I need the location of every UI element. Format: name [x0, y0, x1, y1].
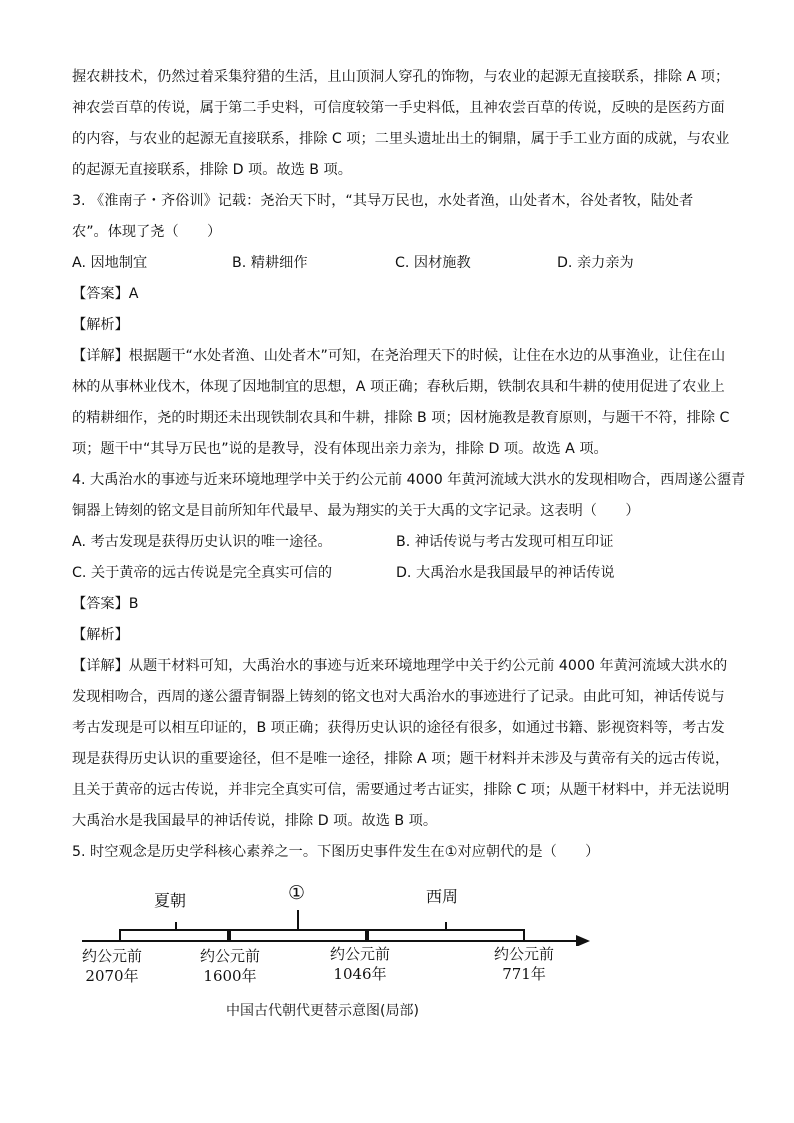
bracket-shang [230, 930, 366, 941]
date-prefix: 约公元前 [330, 945, 391, 963]
date-year: 1046年 [333, 965, 387, 983]
document-body [72, 62, 746, 868]
question-stem: 4. 大禹治水的事迹与近来环境地理学中关于约公元前 4000 年黄河流域大洪水的发现相吻合，西周遂公盨青 [72, 472, 746, 488]
label-xia: 夏朝 [154, 891, 187, 910]
arrow-head-icon [576, 935, 590, 946]
option-a: A. 考古发现是获得历史认识的唯一途径。 [72, 534, 332, 550]
label-xizhou: 西周 [426, 887, 459, 906]
answer-label: 【答案】A [72, 286, 139, 302]
question-stem: 铜器上铸刻的铭文是目前所知年代最早、最为翔实的关于大禹的文字记录。这表明（ ） [72, 503, 640, 519]
dynasty-timeline [72, 876, 602, 996]
options-row [72, 248, 727, 279]
detail-line: 【详解】从题干材料可知，大禹治水的事迹与近来环境地理学中关于约公元前 4000 年黄河流域大洪水的 [72, 658, 728, 674]
text-line: 神农尝百草的传说，属于第二手史料，可信度较第一手史料低，且神农尝百草的传说，反映的是医药方面 [72, 100, 725, 116]
timeline-lines [72, 876, 602, 946]
detail-line: 的精耕细作，尧的时期还未出现铁制农具和牛耕，排除 B 项；因材施教是教育原则，与题干不符，排除 C [72, 410, 730, 426]
analysis-label: 【解析】 [72, 627, 129, 643]
date-1046 [330, 944, 390, 984]
question-stem: 3. 《淮南子・齐俗训》记载：尧治天下时，“其导万民也，水处者渔，山处者木，谷处者牧，陆处者 [72, 193, 694, 209]
option-b: B. 精耕细作 [232, 255, 308, 271]
text-line: 的内容，与农业的起源无直接联系，排除 C 项；二里头遗址出土的铜鼎，属于手工业方面的成就，与农业 [72, 131, 730, 147]
detail-line: 且关于黄帝的远古传说，并非完全真实可信，需要通过考古证实，排除 C 项；从题干材料中，并无法说明 [72, 782, 730, 798]
date-prefix: 约公元前 [82, 947, 143, 965]
figure-caption: 中国古代朝代更替示意图(局部) [226, 1003, 419, 1019]
detail-line: 考古发现是可以相互印证的，B 项正确；获得历史认识的途径有很多，如通过书籍、影视资料等，考古发 [72, 720, 725, 736]
label-circled-one: ① [288, 882, 306, 904]
detail-line: 发现相吻合，西周的遂公盨青铜器上铸刻的铭文也对大禹治水的事迹进行了记录。由此可知，神话传说与 [72, 689, 725, 705]
detail-line: 项；题干中“其导万民也”说的是教导，没有体现出亲力亲为，排除 D 项。故选 A 项。 [72, 441, 608, 457]
detail-line: 现是获得历史认识的重要途径，但不是唯一途径，排除 A 项；题干材料并未涉及与黄帝有关的远古传说， [72, 751, 730, 767]
option-a: A. 因地制宜 [72, 255, 148, 271]
options-row [72, 527, 727, 558]
question-stem: 农”。体现了尧（ ） [72, 224, 222, 240]
date-prefix: 约公元前 [200, 947, 261, 965]
question-stem: 5. 时空观念是历史学科核心素养之一。下图历史事件发生在①对应朝代的是（ ） [72, 844, 600, 860]
para-top [72, 62, 730, 186]
question-5 [72, 837, 727, 868]
bracket-xizhou [368, 930, 524, 941]
date-1600 [200, 946, 260, 986]
date-771 [494, 944, 554, 984]
detail-line: 大禹治水是我国最早的神话传说，排除 D 项。故选 B 项。 [72, 813, 438, 829]
question-3 [72, 186, 730, 465]
text-line: 握农耕技术，仍然过着采集狩猎的生活，且山顶洞人穿孔的饰物，与农业的起源无直接联系，排除 A 项； [72, 69, 730, 85]
option-c: C. 关于黄帝的远古传说是完全真实可信的 [72, 565, 333, 581]
bracket-xia [120, 930, 228, 941]
date-year: 1600年 [203, 967, 257, 985]
date-2070 [82, 946, 142, 986]
detail-line: 林的从事林业伐木，体现了因地制宜的思想，A 项正确；春秋后期，铁制农具和牛耕的使用促进了农业上 [72, 379, 725, 395]
options-row [72, 558, 727, 589]
option-d: D. 亲力亲为 [557, 255, 634, 271]
text-line: 的起源无直接联系，排除 D 项。故选 B 项。 [72, 162, 352, 178]
date-year: 2070年 [85, 967, 139, 985]
question-4 [72, 465, 746, 837]
analysis-label: 【解析】 [72, 317, 129, 333]
option-d: D. 大禹治水是我国最早的神话传说 [396, 565, 615, 581]
date-prefix: 约公元前 [494, 945, 555, 963]
option-b: B. 神话传说与考古发现可相互印证 [396, 534, 614, 550]
detail-line: 【详解】根据题干“水处者渔、山处者木”可知，在尧治理天下的时候，让住在水边的从事渔业，让住在山 [72, 348, 726, 364]
option-c: C. 因材施教 [395, 255, 471, 271]
answer-label: 【答案】B [72, 596, 139, 612]
date-year: 771年 [502, 965, 546, 983]
